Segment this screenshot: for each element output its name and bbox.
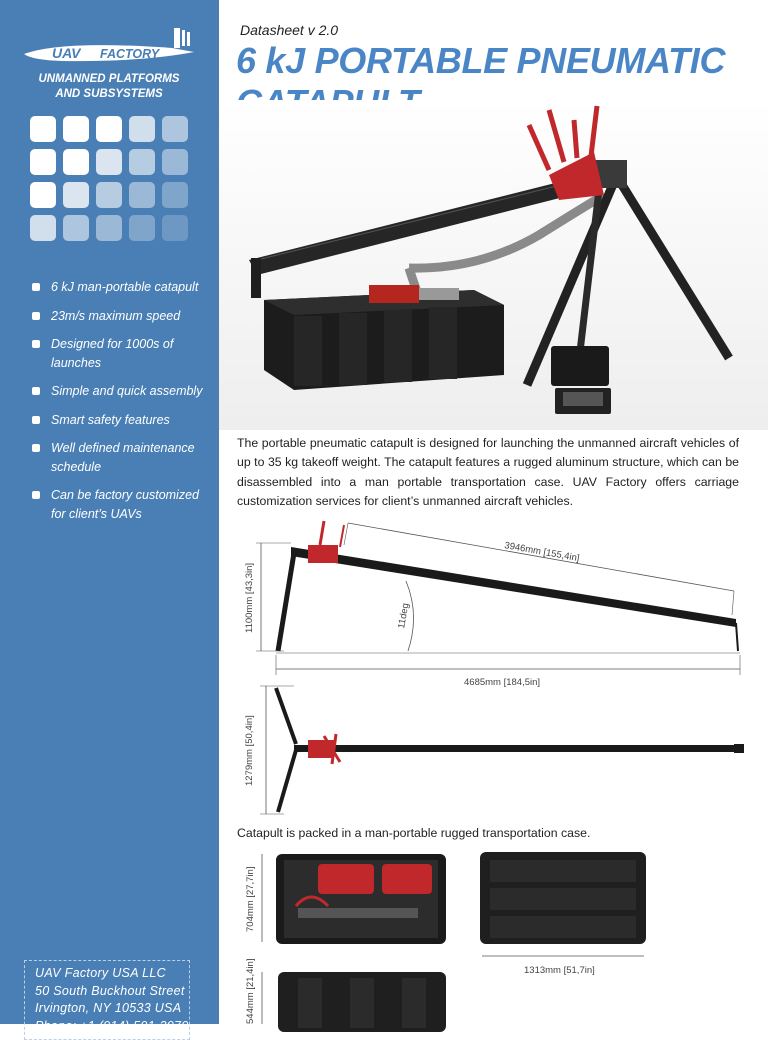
grid-square [129, 116, 155, 142]
grid-square [96, 149, 122, 175]
sidebar [0, 0, 219, 1033]
feature-item: 6 kJ man-portable catapult [32, 278, 212, 297]
case-caption: Catapult is packed in a man-portable rugged transportation case. [237, 826, 591, 840]
top-view-diagram [236, 682, 756, 820]
height-label: 1100mm [43,3in] [244, 562, 255, 633]
tagline-line2: AND SUBSYSTEMS [55, 88, 163, 100]
grid-square [96, 116, 122, 142]
address-box [24, 960, 190, 1040]
grid-square [63, 215, 89, 241]
side-view-diagram [236, 515, 756, 690]
angle-label: 11deg [396, 602, 412, 630]
tagline-line1: UNMANNED PLATFORMS [38, 73, 180, 85]
grid-square [162, 215, 188, 241]
width-label: 1279mm [50,4in] [244, 715, 255, 786]
grid-square [63, 182, 89, 208]
feature-item: Smart safety features [32, 411, 212, 430]
grid-square [162, 149, 188, 175]
page-title: 6 kJ PORTABLE PNEUMATIC [236, 40, 726, 81]
case-diagrams [236, 848, 656, 1024]
grid-square [63, 116, 89, 142]
grid-square [63, 149, 89, 175]
feature-item: Well defined maintenance schedule [32, 439, 212, 476]
feature-item: 23m/s maximum speed [32, 307, 212, 326]
address-street: 50 South Buckhout Street [35, 983, 185, 998]
address-company: UAV Factory USA LLC [35, 966, 166, 980]
datasheet-version: Datasheet v 2.0 [240, 22, 339, 38]
grid-square [162, 182, 188, 208]
grid-square [30, 182, 56, 208]
catapult-render [219, 100, 768, 430]
grid-square [96, 182, 122, 208]
brand-right: FACTORY [100, 47, 160, 61]
rail-length-label: 3946mm [155,4in] [503, 540, 581, 565]
brand-left: UAV [52, 45, 81, 61]
feature-item: Designed for 1000s of launches [32, 335, 212, 372]
feature-item: Can be factory customized for client’s UAVs [32, 486, 212, 523]
case-height-label: 544mm [21,4in] [245, 958, 256, 1024]
grid-square [30, 215, 56, 241]
grid-square [129, 149, 155, 175]
product-description: The portable pneumatic catapult is designed for launching the unmanned aircraft vehicles of up to 35 kg takeoff weight. The catapult features a rugged aluminum structure, which can be disassembled into a man portable transportation case. UAV Factory offers carriage customization services for client’s unmanned aircraft vehicles. [237, 436, 739, 508]
grid-square [129, 215, 155, 241]
case-length-label: 1313mm [51,7in] [524, 965, 595, 976]
uav-factory-logo [22, 28, 197, 68]
tagline [14, 72, 204, 102]
grid-square [30, 116, 56, 142]
grid-square [129, 182, 155, 208]
grid-square [96, 215, 122, 241]
address-city: Irvington, NY 10533 USA [35, 1001, 182, 1015]
grid-square [162, 116, 188, 142]
case-depth-label: 704mm [27,7in] [245, 866, 256, 932]
address-phone: Phone: +1 (914) 591-3070 [35, 1018, 189, 1033]
grid-square [30, 149, 56, 175]
feature-item: Simple and quick assembly [32, 382, 212, 401]
total-length-label: 4685mm [184,5in] [464, 677, 541, 688]
feature-list [32, 278, 212, 533]
